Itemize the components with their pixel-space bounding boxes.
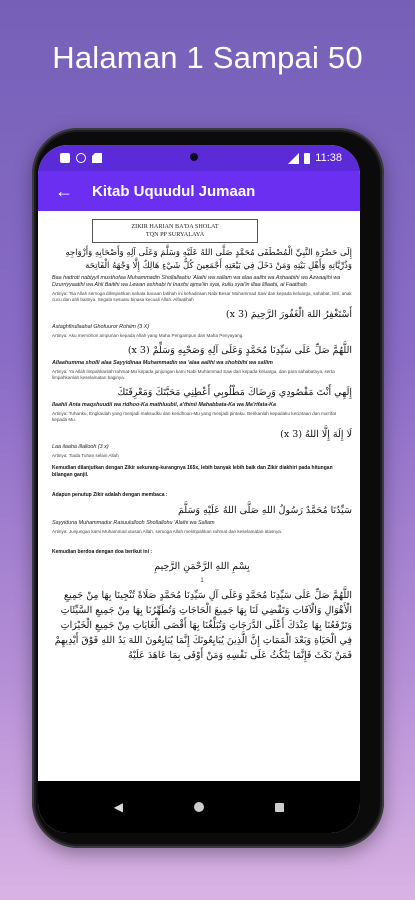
transliteration: Laa ilaaha illallooh (3 x) xyxy=(52,444,109,450)
sd-card-icon xyxy=(92,153,102,163)
notification-icon xyxy=(60,153,70,163)
translation: Artinya: Aku memohon ampunan kepada Allah yang Maha Pengampun dan Maha Penyayang. xyxy=(52,333,244,338)
battery-icon xyxy=(304,153,310,164)
app-toolbar xyxy=(38,171,360,211)
status-bar xyxy=(38,145,360,171)
page-content xyxy=(52,211,352,663)
page-number: 1 xyxy=(200,578,204,584)
instruction-text: Adapun penutup Zikir adalah dengan membaca : xyxy=(52,492,168,498)
heading-line-1: ZIKIR HARIAN BA'DA SHOLAT xyxy=(131,223,219,230)
translation: Artinya: Tiada Tuhan selain Allah xyxy=(52,453,119,458)
arabic-text-block: إِلَهِي أَنْتَ مَقْصُودِي وَرِضَاكَ مَطْلُوبِي أَعْطِنِي مَحَبَّتَكَ وَمَعْرِفَتَكَ xyxy=(117,387,352,398)
toolbar-title: Kitab Uquudul Jumaan xyxy=(92,182,256,200)
arrow-left-icon[interactable]: ← xyxy=(55,180,73,201)
instruction-text: Kemudian dilanjutkan dengan Zikir sekurang-kurangnya 165x, lebih banyak lebih baik dan Zikir diakhiri pada hitungan bilangan ganjil. xyxy=(52,465,333,478)
transliteration: Astaghfirullaahal Ghofuuror Rohiim (3 X) xyxy=(52,324,150,330)
transliteration: Ilaahii Anta maqshuudii wa ridhoo-Ka mathluubii, a'thinii Mahabbata-Ka wa Ma'rifata-Ka xyxy=(52,402,277,408)
translation: Artinya: Tuhanku, Engkaulah yang menjadi maksudku dan keridhoan-Mu yang menjadi pintaku. Berikanlah kepadaku kecintaan dan ma'rifat kepada Mu. xyxy=(52,411,337,422)
page-heading-box xyxy=(92,219,258,243)
arabic-text-block: اللَّهُمَّ صَلِّ عَلَى سَيِّدِنَا مُحَمَّدٍ وَعَلَى آلِ سَيِّدِنَا مُحَمَّدٍ صَلَاةً تُنْجِينَا بِهَا مِنْ جَمِيعِ الْأَهْوَالِ وَالْآفَاتِ وَتَقْضِي لَنَا بِهَا جَمِيعَ الْحَاجَاتِ وَتُطَهِّرُنَا بِهَا مِنْ جَمِيعِ السَّيِّئَاتِ وَتَرْفَعُنَا بِهَا عِنْدَكَ أَعْلَى الدَّرَجَاتِ وَتُبَلِّغُنَا بِهَا أَقْصَى الْغَايَاتِ مِنْ جَمِيعِ الْخَيْرَاتِ فِي الْحَيَاةِ وَبَعْدَ الْمَمَاتِ إِنَّ الَّذِينَ يُبَايِعُونَكَ إِنَّمَا يُبَايِعُونَ اللهَ يَدُ اللهِ فَوْقَ أَيْدِيهِمْ فَمَنْ نَكَثَ فَإِنَّمَا يَنْكُثُ عَلَى نَفْسِهِ وَمَنْ أَوْفَى بِمَا عَاهَدَ عَلَيْهُ xyxy=(54,590,352,661)
back-nav-icon[interactable]: ◀ xyxy=(113,800,123,814)
arabic-text-block: إِلَى حَضْرَةِ النَّبِيِّ الْمُصْطَفَى مُحَمَّدٍ صَلَّى اللهُ عَلَيْهِ وَسَلَّمَ وَعَلَى آلِهِ وَأَصْحَابِهِ وَأَزْوَاجِهِ وَذُرِّيَّاتِهِ وَأَهْلِ بَيْتِهِ وَمَنْ دَخَلَ فِي بَيْعَتِهِ أَجْمَعِينَ كُلُّ شَيْءٍ هَالِكٌ إِلَّا وَجْهَهُ الْفَاتِحَة xyxy=(65,248,352,271)
home-nav-icon[interactable] xyxy=(189,802,209,812)
recent-apps-icon[interactable] xyxy=(270,803,290,812)
arabic-text-block: اللَّهُمَّ صَلِّ عَلَى سَيِّدِنَا مُحَمَّدٍ وَعَلَى آلِهِ وَصَحْبِهِ وَسَلِّمْ (3 x) xyxy=(127,345,352,356)
transliteration: Sayyiduna Muhammadur Rasuulullooh Shollallohu 'Alaihi wa Sallam xyxy=(52,519,215,526)
status-time: 11:38 xyxy=(315,152,342,164)
camera-icon xyxy=(190,153,198,161)
instruction-text: Kemudian berdoa dengan doa berikut ini : xyxy=(52,548,153,555)
app-screen xyxy=(38,145,360,833)
translation: Artinya: Tsa Allah semoga dilimpahkan sahala bacaan fatihah ini kehadiraan Nabi Besar Muhammad Saw dan kepada keluarga, sahabat, istri, anak cucu dan ahli baitnya. Segala sesuatu binasa kecuali Allah. Alfaatihah xyxy=(52,291,352,302)
translation: Artinya: Junjungan kami Muhammad utusan Allah, semoga Allah melimpahkan rahmat dan keselamatan atasnya. xyxy=(52,528,283,534)
transliteration: Baa hadroti nabiyyil musthofaa Muhammadin Shollallaahu 'Alaihi wa sallam wa alaa aalihi wa Ashaabihi wa Azwaajihi wa Dzurriyyaatihi wa Ahli Baitihi wa Lewan ashhabi hi Inasfsi ajma'iin syai, kullu syai'in illaa lillaahi, al Faatihah xyxy=(52,275,341,288)
transliteration: Allaahumma sholli alaa Sayyidinaa Muhammadin wa 'alaa aalihi wa shohbihi wa sallim xyxy=(52,360,273,366)
translation: Artinya: Ya Allah limpahkanlah rahmat-Mu kepada junjungan kami Nabi Muhammad Saw dan kepada keluarga, dan para sahabatnya, serta limpahkanlah keselamatan baginya. xyxy=(52,369,335,380)
arabic-text-block: لَا إِلَهَ إِلَّا اللهُ (3 x) xyxy=(280,429,352,440)
basmalah: بِسْمِ اللهِ الرَّحْمَنِ الرَّحِيمِ xyxy=(154,561,250,572)
promo-headline: Halaman 1 Sampai 50 xyxy=(52,40,363,75)
arabic-text-block: أَسْتَغْفِرُ اللهَ الْغَفُورَ الرَّحِيمَ (3 x) xyxy=(225,309,352,320)
book-page[interactable] xyxy=(38,211,360,781)
signal-icon xyxy=(288,153,299,164)
arabic-text-block: سَيِّدُنَا مُحَمَّدٌ رَسُولُ اللهِ صَلَّى اللهُ عَلَيْهِ وَسَلَّمَ xyxy=(177,504,352,516)
sync-icon xyxy=(76,153,86,163)
heading-line-2: TQN PP SURYALAYA xyxy=(145,231,205,238)
system-navigation-bar xyxy=(38,781,360,833)
